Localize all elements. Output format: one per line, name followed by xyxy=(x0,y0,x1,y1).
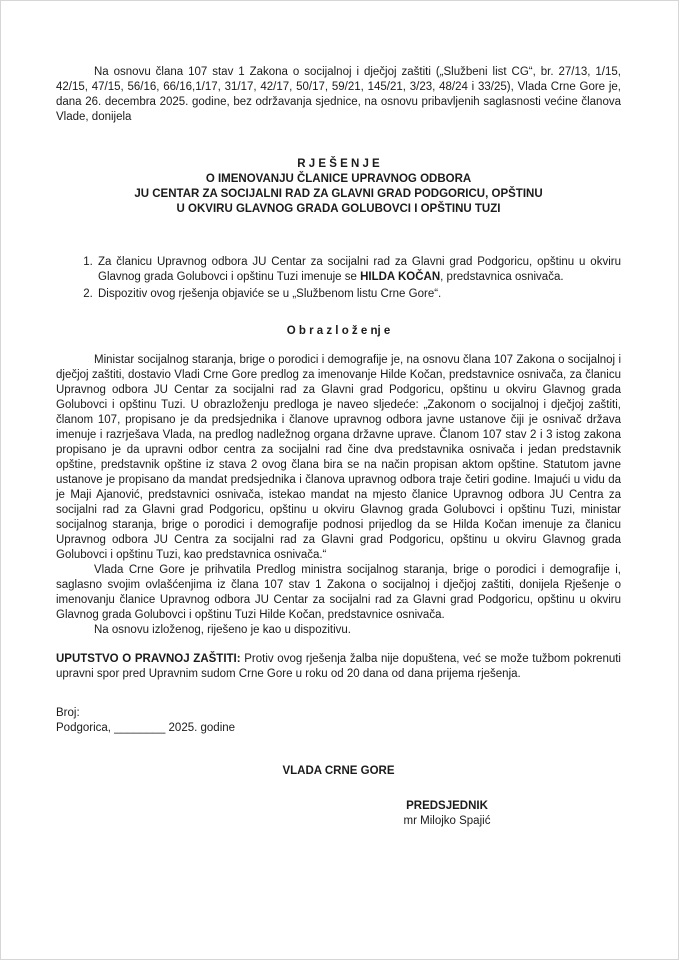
explanation-heading: O b r a z l o ž e nj e xyxy=(286,325,391,337)
decision-item-1 xyxy=(96,255,621,285)
legal-notice-text: Protiv ovog rješenja žalba nije dopuštena, već se može tužbom pokrenuti upravni spor pred Upravnim sudom Crne Gore u roku od 20 dana od dana prijema rješenja. xyxy=(56,653,621,680)
explanation-paragraph-3: Na osnovu izloženog, riješeno je kao u dispozitivu. xyxy=(94,624,351,636)
government-signature: VLADA CRNE GORE xyxy=(282,765,395,777)
title-line-4: U OKVIRU GLAVNOG GRADA GOLUBOVCI I OPŠTINU TUZI xyxy=(176,203,501,215)
legal-notice-label: UPUTSTVO O PRAVNOJ ZAŠTITI: xyxy=(56,653,241,665)
decision-item-1-text: Za članicu Upravnog odbora JU Centar za socijalni rad za Glavni grad Podgoricu, opštinu u okviru Glavnog grada Golubovci i opštinu Tuzi imenuje se xyxy=(98,256,621,283)
title-line-1: R J E Š E N J E xyxy=(297,158,380,170)
document-title xyxy=(56,157,621,217)
number-label: Broj: xyxy=(56,707,80,719)
decision-item-2: 2. Dispozitiv ovog rješenja objaviće se u „Službenom listu Crne Gore“. xyxy=(96,287,621,302)
president-name: mr Milojko Spajić xyxy=(403,815,491,827)
president-title: PREDSJEDNIK xyxy=(406,800,488,812)
place-date-line: Podgorica, ________ 2025. godine xyxy=(56,722,236,734)
number-block xyxy=(56,706,621,736)
president-signature-block xyxy=(347,799,547,829)
decision-item-1-suffix: , predstavnica osnivača. xyxy=(440,271,564,283)
legal-notice xyxy=(56,652,621,682)
intro-paragraph: Na osnovu člana 107 stav 1 Zakona o socijalnoj i dječjoj zaštiti („Službeni list CG“, br. 27/13, 1/15, 42/15, 47/15, 56/16, 66/16,1/17, 31/17, 42/17, 50/17, 59/21, 145/21, 3/23, 48/24 i 33/25), Vlada Crne Gore je, dana 26. decembra 2025. godine, bez održavanja sjednice, na osnovu pribavljenih saglasnosti većine članova Vlade, donijela xyxy=(56,66,621,123)
explanation-paragraph-2: Vlada Crne Gore je prihvatila Predlog ministra socijalnog staranja, brige o porodici i demografije i, saglasno svojim ovlašćenjima iz člana 107 stav 1 Zakona o socijalnoj i dječjoj zaštiti, donijela Rješenje o imenovanju članice Upravnog odbora JU Centar za socijalni rad za Glavni grad Podgoricu, opštinu u okviru Glavnog grada Golubovci i opštinu Tuzi Hilde Kočan, predstavnice osnivača. xyxy=(56,564,621,621)
appointee-name: HILDA KOČAN xyxy=(360,271,441,283)
title-line-2: O IMENOVANJU ČLANICE UPRAVNOG ODBORA xyxy=(205,173,472,185)
title-line-3: JU CENTAR ZA SOCIJALNI RAD ZA GLAVNI GRAD PODGORICU, OPŠTINU xyxy=(134,188,543,200)
explanation-paragraph-1: Ministar socijalnog staranja, brige o porodici i demografije je, na osnovu člana 107 Zakona o socijalnoj i dječjoj zaštiti, dostavio Vladi Crne Gore predlog za imenovanje Hilde Kočan, predstavnice osnivača, za članicu Upravnog odbora JU Centar za socijalni rad za Glavni grad Podgoricu, opštinu u okviru Glavnog grada Golubovci i opštinu Tuzi. U obrazloženju predloga je naveo sljedeće: „Zakonom o socijalnoj i dječjoj zaštiti, članom 107, propisano je da predsjednika i članove upravnog odbora javne ustanove čiji je osnivač država imenuje i razrješava Vlada, na predlog nadležnog organa državne uprave. Članom 107 stav 2 i 3 istog zakona propisano je da upravni odbor centra za socijalni rad čine dva predstavnika osnivača i jedan predstavnik opštine, predstavnik opštine iz stava 2 ovog člana bira se na način propisan aktom opštine. Statutom javne ustanove je propisano da mandat predsjednika i članova upravnog odbora traje četiri godine. Imajući u vidu da je Maji Ajanović, predstavnici osnivača, istekao mandat na mjesto članice Upravnog odbora JU Centra za socijalni rad za Glavni grad Podgoricu, opštinu u okviru Glavnog grada Golubovci i opštinu Tuzi, ministar socijalnog staranja, brige o porodici i demografije podnosi prijedlog da se Hilda Kočan imenuje za članicu Upravnog odbora JU Centra za socijalni rad za Glavni grad Podgoricu, opštinu u okviru Glavnog grada Golubovci i opštinu Tuzi, kao predstavnica osnivača.“ xyxy=(56,354,621,561)
decision-list xyxy=(56,255,621,302)
